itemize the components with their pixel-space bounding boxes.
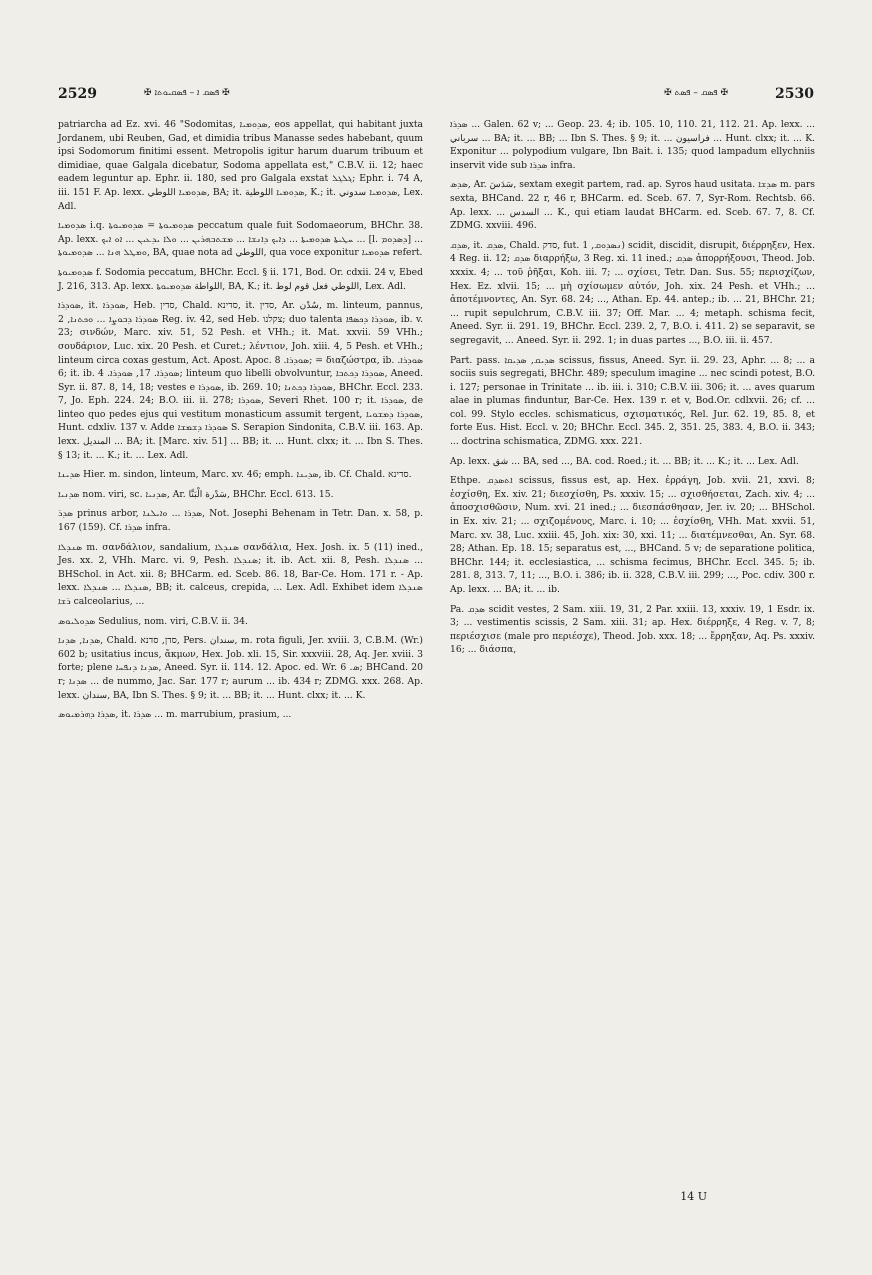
left-column [58, 118, 423, 728]
dictionary-entry [58, 468, 423, 482]
dictionary-entry [450, 239, 815, 348]
dictionary-entry [58, 266, 423, 293]
entry-paragraph: ܣܕܪܐ ... Galen. 62 v; ... Geop. 23. 4; ib. 105. 10, 110. 21, 112. 21. Ap. lexx. ... سرباني ... BA; it. ... BB; ... Ibn S. Thes. § 9; it. ... فراسيون ... Hunt. clxx; it. ... K. Exponitur ... polypodium vulgare, Ibn Bait. i. 135; quod lampadum ellychniis inservit vide sub ܣܕܪܐ infra. [450, 119, 815, 171]
entry-paragraph: Ap. lexx. شق ... BA, sed ..., BA. cod. Roed.; it. ... BB; it. ... K.; it. ... Lex. Adl. [450, 455, 799, 467]
dictionary-entry [450, 354, 815, 449]
entry-paragraph: ܣܕܘܡܝܐ i.q. ܣܕܘܡܝܘܬܐ = ܣܕܘܡܝܘܬܐ peccatum quale fuit Sodomaeorum, BHChr. 38. Ap. lexx. ܚܛܝܬܐ ܣܕܘܡܝܬܐ ... ܕܐܝܟ ܕܐܢܫܐ ... ܡܫܬܒܗܪܝܢ ... ܘܠܐ ܝܕܥܝܢ ... ܐܘ ܐܝܟ ... [l. ܕܣܕܘܡ] ... ܘܡܛܠ ܗܢܐ ... ܣܕܘܡܝܘܬܐ, BA, quae nota ad اللوطي, qua voce exponitur ܣܕܘܡܝܐ refert. [58, 220, 423, 259]
dictionary-entry [58, 488, 423, 502]
entry-paragraph: ܣܕܩ, it. ܣܕܩ, Chald. סדק, fut. ܢܣܕܘܩ, 1) scidit, discidit, disrupit, διέρρηξεν, Hex. 4 Reg. ii. 12; ܣܕܩ διαρρήξω, 3 Reg. xi. 11 ined.; ܣܕܩ ἀπορρήξουσι, Theod. Job. xxxix. 4; ... τοῦ ῥῆξαι, Koh. iii. 7; ... σχίσει, Tetr. Dan. Sus. 55; περισχίζων, Hex. Ez. xlvii. 15; ... μὴ σχίσωμεν αὐτόν, Joh. xix. 24 Pesh. et VHh.; ... ἀποτέμνοντες, An. Syr. 68. 24; ..., Athan. Ep. 44. antep.; ib. ... 21, BHChr. 21; ... rupit sepulchrum, C.B.V. iii. 37; Off. Mar. ... 4; metaph. schisma fecit, Aneed. Syr. ii. 291. 19, BHChr. Eccl. 239. 2, 7, B.O. i. 411. 2) se separavit, se segregavit, ... Aneed. Syr. ii. 292. 1; in duas partes ..., B.O. iii. ii. 457. [450, 239, 815, 346]
dictionary-entry [450, 474, 815, 596]
entry-paragraph: ܣܕܢܝܐ nom. viri, sc. ܣܕܢܝܐ, Ar. سَدْرة الْبَنَّا, BHChr. Eccl. 613. 15. [58, 488, 334, 500]
entry-paragraph: Pa. ܣܕܩ scidit vestes, 2 Sam. xiii. 19, 31, 2 Par. xxiii. 13, xxxiv. 19, 1 Esdr. ix. 3; ... vestimentis scissis, 2 Sam. xiii. 31; ap. Hex. διέρρηξε, 4 Reg. v. 7, 8; περιέσχισε (male pro περιέσχε), Theod. Job. xxx. 18; ... ἔρρηξαν, Aq. Ps. xxxiv. 16; ... διάσπα, [450, 603, 815, 656]
dictionary-entry [58, 615, 423, 629]
dictionary-entry [58, 219, 423, 260]
dictionary-entry [450, 455, 815, 469]
page-header [58, 86, 814, 108]
dictionary-entry [58, 541, 423, 609]
right-running-head: ✠ ܦܣܩ – ܦܣܬ ✠ [664, 88, 728, 98]
dictionary-entry [58, 299, 423, 462]
entry-paragraph: ܣܘܕܪܐ, it. ܣܘܕܪܐ, Heb. סדין, Chald. סדינא, it. סדין, Ar. سُدْن, m. linteum, pannus, ܣܘܕܪܐ ܕܒܘܨܐ ... ܘܟܬܢܐ, 2 Reg. iv. 42, sed Heb. צקלנו; duo talenta ܣܘܕܪܐ ܕܟܣܦܐ, ib. v. 23; σινδών, Marc. xiv. 51, 52 Pesh. et VHh.; it. Mat. xxvii. 59 VHh.; σουδάριον, Luc. xix. 20 Pesh. et Curet.; λέντιον, Joh. xiii. 4, 5 Pesh. et VHh.; linteum circa coxas gestum, Act. Apost. Apoc. ܣܘܕܪܐ. 8; = διαζώστρα, ib. ܣܘܕܪܐ. 6; it. ib. ܣܘܕܪܐ. 17, ܣܘܕܪܐ. 4; linteum quo libelli obvolvuntur, ܣܘܕܪܐ ܕܟܬܒܐ, Aneed. Syr. ii. 87. 8, 14, 18; vestes e ܣܘܕܪܐ, ib. 269. 10; ܣܘܕܪܐ ܕܟܬܢܐ, BHChr. Eccl. 233. 7, Jo. Eph. 224. 24; B.O. iii. ii. 278; ܣܘܕܪܐ, Severi Rhet. 100 r; it. ܣܘܕܪܐ, de linteo quo pedes ejus qui vestitum monasticum assumit tergent, ܣܘܕܪܐ ܕܡܫܘܝܐ, Hunt. cdxliv. 137 v. Adde ܣܘܕܪܐ ܕܫܡܫܐ S. Serapion Sindonita, C.B.V. iii. 163. Ap. lexx. المنديل ... BA; it. [Marc. xiv. 51] ... BB; it. ... Hunt. clxx; it. ... Ibn S. Thes. § 13; it. ... K.; it. ... Lex. Adl. [58, 300, 424, 461]
dictionary-entry [450, 603, 815, 657]
entry-paragraph: ܣܕܢܐ, ܣܕܢܐ, Chald. סדן, סדנא, Pers. سندان, m. rota figuli, Jer. xviii. 3, C.B.M. (Wr.) 602 b; usitatius incus, ἄκμων, Hex. Job. xli. 15, Sir. xxxviii. 28, Aq. Jer. xviii. 3 forte; plene ܣܕܢܐ ܕܢܦܚܐ, Aneed. Syr. ii. 114. 12. Apoc. ed. Wr. ܣ. 6; BHCand. 20 r; ܣܕܢܐ ... de nummo, Jac. Sar. 177 r; aurum ... ib. 434 r; ZDMG. xxx. 268. Ap. lexx. سندان, BA, Ibn S. Thes. § 9; it. ... BB; it. ... Hunt. clxx; it. ... K. [58, 635, 424, 701]
right-page-number: 2530 [775, 86, 814, 102]
left-page-number: 2529 [58, 86, 97, 102]
entry-paragraph: patriarcha ad Ez. xvi. 46 "Sodomitas, ܣܕܘܡܝܐ, eos appellat, qui habitant juxta Jordanem, ubi Reuben, Gad, et dimidia tribus Manasse sedes habebant, quum ipsi Sodomorum finitimi essent. Metropolis igitur harum duarum tribuum et dimidiae, quae Galgala dicebatur, Sodoma appellata est," C.B.V. ii. 12; haec eadem leguntur ap. Ephr. ii. 180, sed pro Galgala exstat ܓܠܓܠ; Ephr. i. 74 A, iii. 151 F. Ap. lexx. ܣܕܘܡܝܐ اللوطي, BA; it. ܣܕܘܡܝܐ اللوطية, K.; it. ܣܕܘܡܝܐ سدوني, Lex. Adl. [58, 119, 424, 212]
dictionary-entry [450, 178, 815, 232]
entry-paragraph: ܣܕܪܐ ܕܗܪܡܝܘܣ, it. ܣܕܪܐ ... m. marrubium, prasium, ... [58, 709, 292, 721]
dictionary-entry [58, 634, 423, 702]
signature-mark: 14 U [680, 1190, 707, 1203]
entry-paragraph: ܣܕܣ, Ar. سَدَسَ, sextam exegit partem, rad. ap. Syros haud usitata. ܣܕܫܐ m. pars sexta, BHCand. 22 r, 46 r, BHCarm. ed. Sceb. 67. 7, Syr-Rom. Rechtsb. 66. Ap. lexx. ... السدس ... K., qui etiam laudat BHCarm. ed. Sceb. 67. 7, 8. Cf. ZDMG. xxviii. 496. [450, 179, 815, 232]
entry-paragraph: ܣܕܝܢܐ Hier. m. sindon, linteum, Marc. xv. 46; emph. ܣܕܝܢܐ, ib. Cf. Chald. סדינא. [58, 469, 412, 481]
entry-paragraph: ܣܕܘܠܝܘܣ Sedulius, nom. viri, C.B.V. ii. 34. [58, 615, 248, 627]
dictionary-entry [58, 507, 423, 534]
entry-paragraph: Ethpe. ܐܬܣܕܩ scissus, fissus est, ap. Hex. ἐρράγη, Job. xvii. 21, xxvi. 8; ἐσχίσθη, Ex. xiv. 21; διεσχίσθη, Ps. xxxiv. 15; ... σχισθήσεται, Zach. xiv. 4; ... ἀποσχισθῶσιν, Num. xvi. 21 ined.; ... διεσπάσθησαν, Jer. iv. 20; ... BHSchol. in Ex. xiv. 21; ... σχιζομένους, Marc. i. 10; ... ἐσχίσθη, VHh. Mat. xxvii. 51, Marc. xv. 38, Luc. xxiii. 45, Joh. xix: 30, xxi. 11; ... διατέμνεσθαι, An. Syr. 68. 28; Athan. Ep. 18. 15; separatus est, ..., BHCand. 5 v; de separatione politica, BHChr. 144; it. ecclesiastica, ... schisma fecimus, BHChr. Eccl. 345. 5; ib. 281. 8, 313. 7, 11; ..., B.O. i. 386; ib. ii. 328, C.B.V. iii. 299; ..., Poc. cdiv. 300 r. Ap. lexx. ... BA; it. ... ib. [450, 475, 815, 595]
entry-paragraph: Part. pass. ܣܕܝܩ, ܣܕܝܩܐ scissus, fissus, Aneed. Syr. ii. 29. 23, Aphr. ... 8; ... a sociis suis segregati, BHChr. 489; speculum imagine ... nec scindi potest, B.O. i. 127; personae in Trinitate ... ib. iii. i. 310; C.B.V. iii. 306; it. ... aves quarum alae in plumas finduntur, Bar-Ce. Hex. 139 r. et v, Bod.Or. cdlxvii. 26; cf. ... col. 99. Stylo eccles. schismaticus, σχισματικός, Rel. Jur. 62. 19, 85. 8, et forte Eus. Hist. Eccl. v. 20; BHChr. Eccl. 345. 2, 351. 25, 383. 4, B.O. ii. 343; ... doctrina schismatica, ZDMG. xxx. 221. [450, 354, 815, 448]
left-running-head: ✠ ܦܣܩ ܐ – ܦܣܩܝܘܬܐ ✠ [144, 88, 230, 98]
entry-paragraph: ܣܕܘܡܝܘܬܐ f. Sodomia peccatum, BHChr. Eccl. § ii. 171, Bod. Or. cdxii. 24 v, Ebed J. 216, 313. Ap. lexx. اللواطة ܣܕܘܡܝܘܬܐ, BA, K.; it. اللوطي فعل قوم لوط, Lex. Adl. [58, 266, 423, 292]
dictionary-entry [58, 708, 423, 722]
dictionary-entry [450, 118, 815, 172]
entry-paragraph: ܣܕܪ prinus arbor, ܣܕܪܐ ... ܘܐܝܠܢܐ, Not. Josephi Behenam in Tetr. Dan. x. 58, p. 167 (159). Cf. ܣܕܪܐ infra. [58, 508, 423, 534]
entry-paragraph: ܣܢܕܠܐ m. σανδάλιον, sandalium, ܣܢܕܠܐ σανδάλια, Hex. Josh. ix. 5 (11) ined., Jes. xx. 2, VHh. Marc. vi. 9, Pesh. ܣܢܕܠܐ; it. ib. Act. xii. 8, Pesh. ܣܢܕܠܐ ... BHSchol. in Act. xii. 8; BHCarm. ed. Sceb. 86. 18, Bar-Ce. Hom. 171 r. - Ap. lexx. ܣܢܕܠܐ ... ܣܢܕܠܐ, BB; it. calceus, crepida, ... Lex. Adl. Exhibet idem ܣܢܕܠܐ ܪܫܐ calceolarius, ... [58, 541, 424, 607]
right-column [450, 118, 815, 663]
dictionary-entry [58, 118, 423, 213]
